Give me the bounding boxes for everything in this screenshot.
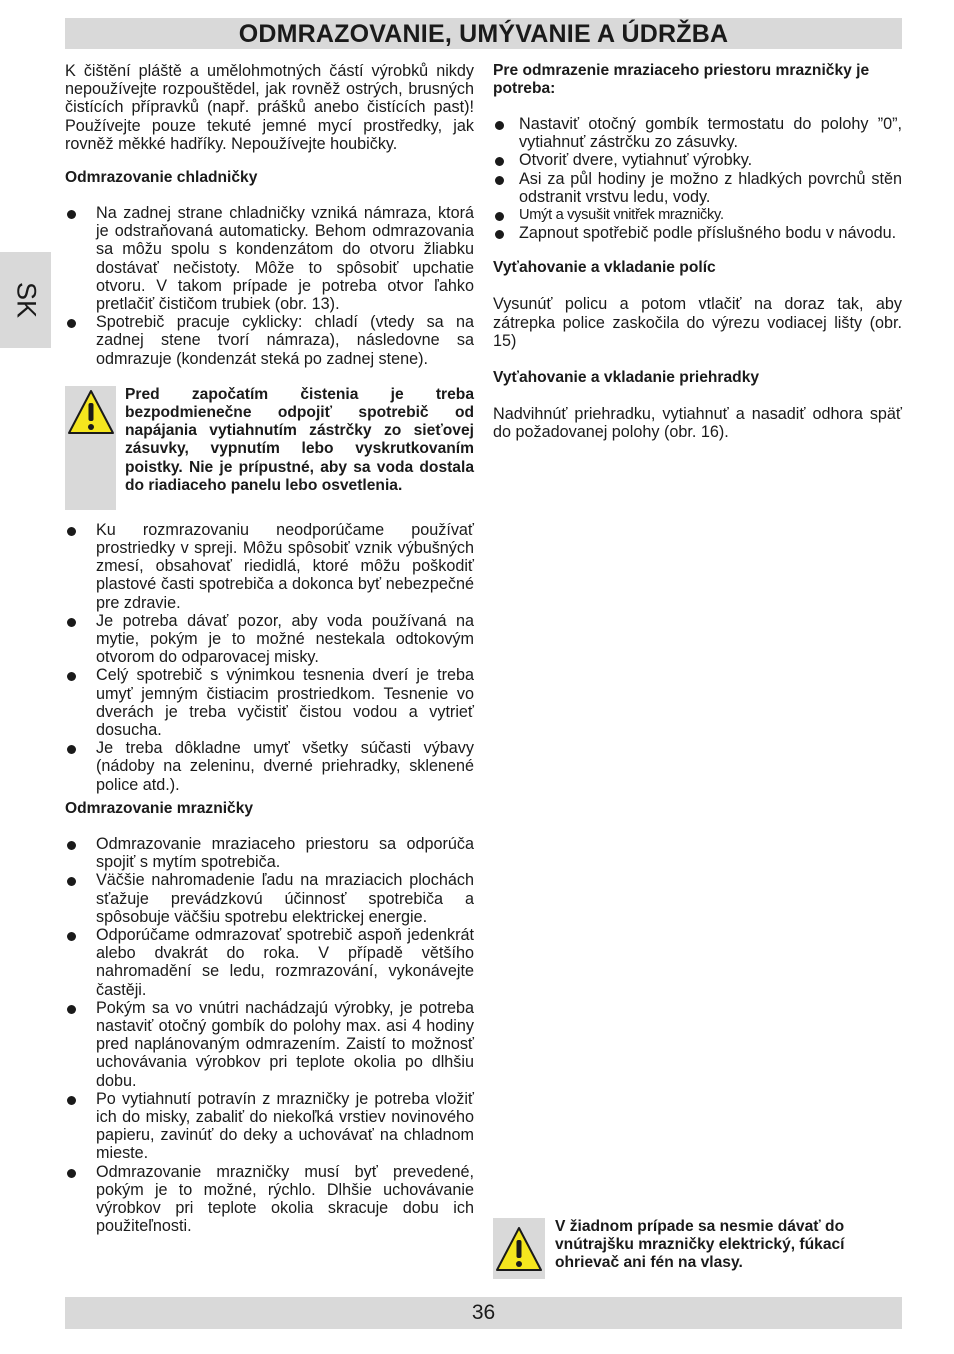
list-item: Odporúčame odmrazovať spotrebič aspoň jedenkrát alebo dvakrát do roka. V případě většího nahromadění se ledu, rozmrazování, vykonávejte častěji. — [65, 926, 474, 999]
heater-warning — [493, 1218, 902, 1279]
shelves-paragraph: Vysunúť policu a potom vtlačiť na doraz tak, aby zátrepka police zaskočila do výrezu vodiacej lišty (obr. 15) — [493, 295, 902, 350]
right-column — [493, 62, 902, 441]
list-item: Je treba dôkladne umyť všetky súčasti výbavy (nádoby na zeleninu, dverné priehradky, sklenené police atd.). — [65, 739, 474, 794]
freezer-defrost-list — [65, 835, 474, 1235]
cleaning-list — [65, 521, 474, 794]
footer-bar — [65, 1297, 902, 1329]
list-item: Odmrazovanie mraziaceho priestoru sa odporúča spojiť s mytím spotrebiča. — [65, 835, 474, 871]
warning-box — [493, 1218, 545, 1279]
shelves-heading: Vyťahovanie a vkladanie políc — [493, 259, 716, 277]
header-bar — [65, 18, 902, 49]
list-item: Väčšie nahromadenie ľadu na mraziacich plochách sťažuje prevádzkovú účinnosť spotrebiča a spôsobuje väčšiu spotrebu elektrickej energie. — [65, 871, 474, 926]
warning-box — [65, 386, 116, 510]
tray-heading: Vyťahovanie a vkladanie priehradky — [493, 369, 760, 387]
list-item: Na zadnej strane chladničky vzniká námraza, ktorá je odstraňovaná automaticky. Behom odmrazovania sa môžu spolu s kondenzátom do otvoru žliabku dostávať nečistoty. Môže to spôsobiť upchatie otvoru. V takom prípade je potreba otvor ľahko pretlačiť čističom trubiek (obr. 13). — [65, 204, 474, 313]
list-item: Pokým sa vo vnútri nachádzajú výrobky, je potreba nastaviť otočný gombík do polohy max. asi 4 hodiny pred naplánovaným odmrazením. Zaistí to možnosť uchovávania výrobkov pri teplote okolia po dlhšiu dobu. — [65, 999, 474, 1090]
list-item: Odmrazovanie mrazničky musí byť prevedené, pokým je to možné, rýchlo. Dlhšie uchovávanie výrobkov pri teplote okolia skracuje dobu ich použiteľnosti. — [65, 1163, 474, 1236]
warning-text: V žiadnom prípade sa nesmie dávať do vnútrajšku mrazničky elektrický, fúkací ohrievač ani fén na vlasy. — [555, 1218, 845, 1272]
cleaning-warning — [65, 386, 474, 510]
freezer-procedure-heading: Pre odmrazenie mraziaceho priestoru mrazničky je potreba: — [493, 62, 870, 97]
fridge-defrost-heading: Odmrazovanie chladničky — [65, 169, 258, 187]
list-item: Otvoriť dvere, vytiahnuť výrobky. — [493, 151, 902, 169]
list-item: Spotrebič pracuje cyklicky: chladí (vtedy sa na zadnej stene tvorí námraza), následovne sa odmrazuje (kondenzát steká po zadnej stene). — [65, 313, 474, 368]
warning-triangle-icon — [495, 1225, 543, 1273]
freezer-procedure-list — [493, 115, 902, 242]
list-item: Ku rozmrazovaniu neodporúčame používať prostriedky v spreji. Môžu spôsobiť vznik výbušných zmesí, obsahovať riedidlá, ktoré môžu poškodiť plastové časti spotrebiča a dokonca byť nebezpečné pre zdravie. — [65, 521, 474, 612]
page-title: ODMRAZOVANIE, UMÝVANIE A ÚDRŽBA — [238, 20, 729, 48]
language-tab-label: SK — [11, 281, 41, 319]
tray-paragraph: Nadvihnúť priehradku, vytiahnuť a nasadiť odhora späť do požadovanej polohy (obr. 16). — [493, 405, 902, 442]
list-item: Umýt a vysušit vnitřek mrazničky. — [493, 206, 902, 224]
fridge-defrost-list — [65, 204, 474, 368]
warning-text: Pred započatím čistenia je treba bezpodmienečne odpojiť spotrebič od napájania vytiahnutím zástrčky zo sieťovej zásuvky, vypnutím lebo vyskrutkovaním poistky. Nie je prípustné, aby sa voda dostala do riadiaceho panelu lebo osvetlenia. — [125, 385, 474, 494]
page-number: 36 — [471, 1301, 496, 1324]
left-column — [65, 62, 474, 1235]
list-item: Celý spotrebič s výnimkou tesnenia dverí je treba umyť jemným čistiacim prostriedkom. Tesnenie vo dverách je treba vyčistiť čistou vodou a vytrieť dosucha. — [65, 666, 474, 739]
list-item: Asi za půl hodiny je možno z hladkých povrchů stěn odstranit vrstvu ledu, vody. — [493, 170, 902, 206]
warning-triangle-icon — [67, 388, 115, 436]
list-item: Zapnout spotřebič podle příslušného bodu v návodu. — [493, 224, 902, 242]
list-item: Nastaviť otočný gombík termostatu do polohy ”0”, vytiahnuť zástrčku zo zásuvky. — [493, 115, 902, 151]
list-item: Je potreba dávať pozor, aby voda používaná na mytie, pokým je to možné nestekala odtokovým otvorom do odparovacej misky. — [65, 612, 474, 667]
language-tab — [0, 252, 51, 348]
intro-paragraph: K čištění pláště a umělohmotných částí výrobků nikdy nepoužívejte rozpouštědel, jak rovněž ostrých, brusných čistících přípravků (např. prášků anebo čistících past)! Používejte pouze tekuté jemné mycí prostředky, jak rovněž měkké hadříky. Nepoužívejte houbičky. — [65, 62, 474, 153]
freezer-defrost-heading: Odmrazovanie mrazničky — [65, 799, 254, 817]
list-item: Po vytiahnutí potravín z mrazničky je potreba vložiť ich do misky, zabaliť do niekoľká vrstiev novinového papieru, zavinúť do deky a uchovávať na chladnom mieste. — [65, 1090, 474, 1163]
